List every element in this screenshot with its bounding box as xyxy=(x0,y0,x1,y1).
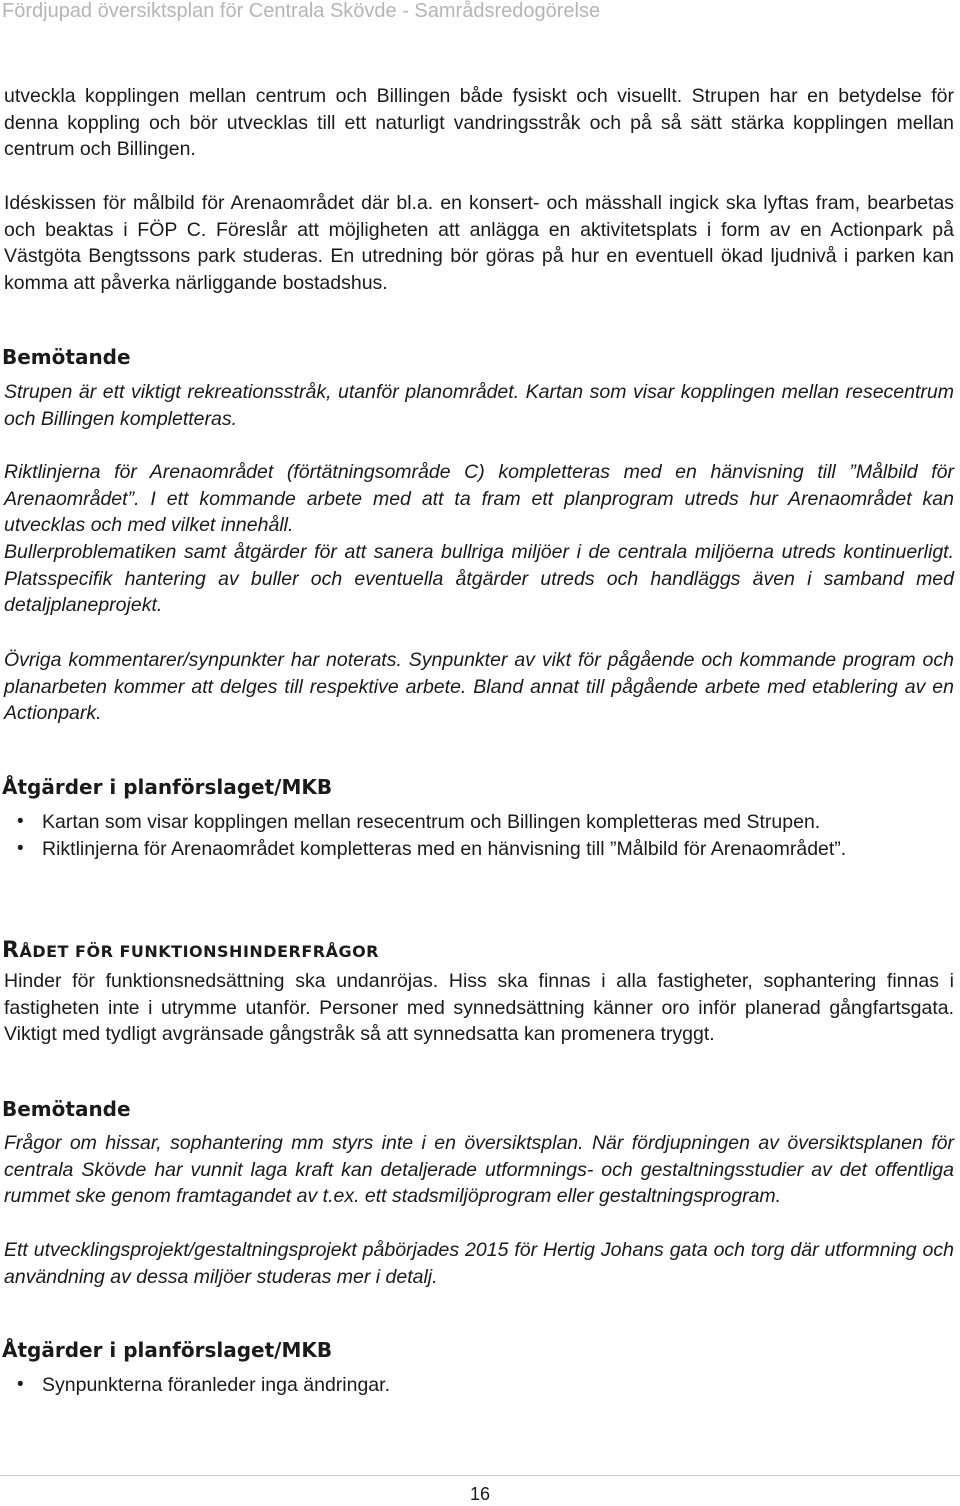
footer-divider xyxy=(0,1475,960,1476)
bullet-icon: • xyxy=(17,1374,24,1395)
bullet-icon: • xyxy=(17,811,24,832)
response-heading-2: Bemötande xyxy=(2,1097,131,1121)
bullet-icon: • xyxy=(17,837,24,859)
list-item-text: Riktlinjerna för Arenaområdet kompletteras med en hänvisning till ”Målbild för Arenaområdet”. xyxy=(42,837,847,860)
section-heading-initial: R xyxy=(2,938,20,963)
actions-heading-2: Åtgärder i planförslaget/MKB xyxy=(2,1338,333,1362)
response-heading-1: Bemötande xyxy=(2,345,131,369)
intro-paragraph-2: Idéskissen för målbild för Arenaområdet där bl.a. en konsert- och mässhall ingick ska lyftas fram, bearbetas och beaktas i FÖP C. Föreslår att möjligheten att anlägga en aktivitetsplats i form av en Actionpark på Västgöta Bengtssons park studeras. En utredning bör göras på hur en eventuell ökad ljudnivå i parken kan komma att påverka närliggande bostadshus. xyxy=(4,192,954,294)
page-number: 16 xyxy=(469,1484,491,1504)
list-item-text: Synpunkterna föranleder inga ändringar. xyxy=(42,1374,390,1396)
response-2-paragraph-1: Frågor om hissar, sophantering mm styrs inte i en översiktsplan. När fördjupningen av översiktsplanen för centrala Skövde har vunnit laga kraft kan detaljerade utformnings- och gestaltningsstudier av det offentliga rummet ske genom framtagandet av t.ex. ett stadsmiljöprogram eller gestaltningsprogram. xyxy=(4,1132,954,1207)
section-heading-rest: ÅDET FÖR FUNKTIONSHINDERFRÅGOR xyxy=(19,942,379,961)
council-paragraph: Hinder för funktionsnedsättning ska undanröjas. Hiss ska finnas i alla fastigheter, sophantering finnas i fastigheten inte i utrymme utanför. Personer med synnedsättning känner oro inför planerad gångfartsgata. Viktigt med tydligt avgränsade gångstråk så att synnedsatta kan promenera tryggt. xyxy=(4,970,954,1045)
response-2-paragraph-2: Ett utvecklingsprojekt/gestaltningsprojekt påbörjades 2015 för Hertig Johans gata och torg där utformning och användning av dessa miljöer studeras mer i detalj. xyxy=(4,1239,954,1288)
response-1-paragraph-4: Övriga kommentarer/synpunkter har noterats. Synpunkter av vikt för pågående och kommande program och planarbeten kommer att delges till respektive arbete. Bland annat till pågående arbete med etablering av en Actionpark. xyxy=(4,649,954,724)
response-1-paragraph-2: Riktlinjerna för Arenaområdet (förtätningsområde C) kompletteras med en hänvisning till ”Målbild för Arenaområdet”. I ett kommande arbete med att ta fram ett planprogram utreds hur Arenaområdet kan utvecklas och med vilket innehåll. xyxy=(4,461,954,536)
intro-paragraph-1: utveckla kopplingen mellan centrum och Billingen både fysiskt och visuellt. Strupen har en betydelse för denna koppling och bör utvecklas till ett naturligt vandringsstråk och på så sätt stärka kopplingen mellan centrum och Billingen. xyxy=(4,85,954,160)
list-item xyxy=(0,1372,390,1399)
actions-list-2 xyxy=(0,1372,390,1399)
section-heading-council xyxy=(2,938,379,963)
actions-list-1 xyxy=(0,809,846,862)
response-1-paragraph-3: Bullerproblematiken samt åtgärder för att sanera bullriga miljöer i de centrala miljöerna utreds kontinuerligt. Platsspecifik hantering av buller och eventuella åtgärder utreds och handläggs även i samband med detaljplaneprojekt. xyxy=(4,541,954,616)
actions-heading-1: Åtgärder i planförslaget/MKB xyxy=(2,775,333,799)
list-item-text: Kartan som visar kopplingen mellan resecentrum och Billingen kompletteras med Strupen. xyxy=(42,811,821,833)
document-header: Fördjupad översiktsplan för Centrala Skövde - Samrådsredogörelse xyxy=(2,0,601,22)
list-item xyxy=(0,809,846,836)
list-item xyxy=(0,836,846,863)
response-1-paragraph-1: Strupen är ett viktigt rekreationsstråk, utanför planområdet. Kartan som visar kopplingen mellan resecentrum och Billingen kompletteras. xyxy=(4,381,954,430)
